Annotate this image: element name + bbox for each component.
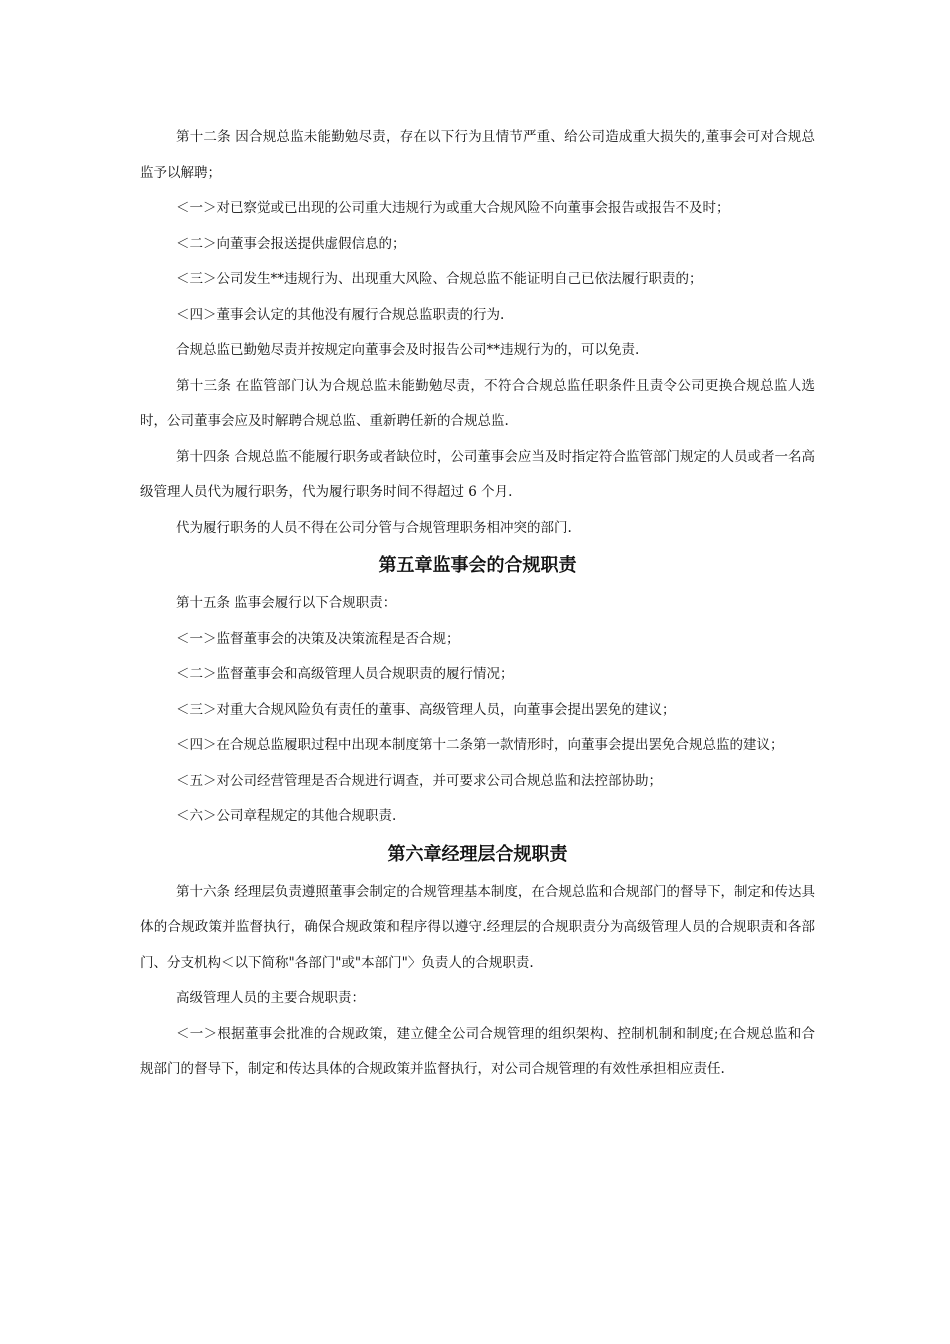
article-16-item-1: ＜一＞根据董事会批准的合规政策，建立健全公司合规管理的组织架构、控制机制和制度;在合规总监和合规部门的督导下，制定和传达具体的合规政策并监督执行，对公司合规管理的有效性承担相应责任. <box>140 1025 816 1077</box>
article-13: 第十三条 在监管部门认为合规总监未能勤勉尽责，不符合合规总监任职条件且责令公司更换合规总监人选时，公司董事会应及时解聘合规总监、重新聘任新的合规总监. <box>140 377 815 429</box>
article-12-item-4: ＜四＞董事会认定的其他没有履行合规总监职责的行为. <box>176 306 505 323</box>
article-15-item-3: ＜三＞对重大合规风险负有责任的董事、高级管理人员，向董事会提出罢免的建议； <box>176 701 676 718</box>
chapter-5-title: 第五章监事会的合规职责 <box>378 555 577 576</box>
article-12-exemption: 合规总监已勤勉尽责并按规定向董事会及时报告公司**违规行为的，可以免责. <box>176 342 640 358</box>
article-15-item-6: ＜六＞公司章程规定的其他合规职责. <box>176 808 397 824</box>
article-12-item-3: ＜三＞公司发生**违规行为、出现重大风险、合规总监不能证明自己已依法履行职责的； <box>176 271 703 287</box>
article-15: 第十五条 监事会履行以下合规职责： <box>176 595 397 611</box>
article-15-item-4: ＜四＞在合规总监履职过程中出现本制度第十二条第一款情形时，向董事会提出罢免合规总监的建议； <box>176 737 784 753</box>
article-14-note: 代为履行职务的人员不得在公司分管与合规管理职务相冲突的部门. <box>176 519 572 536</box>
article-15-item-2: ＜二＞监督董事会和高级管理人员合规职责的履行情况； <box>176 666 514 682</box>
article-15-item-1: ＜一＞监督董事会的决策及决策流程是否合规； <box>176 630 460 647</box>
article-12-item-1: ＜一＞对已察觉或已出现的公司重大违规行为或重大合规风险不向董事会报告或报告不及时； <box>176 200 730 216</box>
article-16-senior-duties: 高级管理人员的主要合规职责： <box>176 990 365 1006</box>
chapter-6-title: 第六章经理层合规职责 <box>387 843 568 865</box>
article-12-item-2: ＜二＞向董事会报送提供虚假信息的； <box>176 235 406 252</box>
article-14: 第十四条 合规总监不能履行职务或者缺位时，公司董事会应当及时指定符合监管部门规定的人员或者一名高级管理人员代为履行职务，代为履行职务时间不得超过 6 个月. <box>140 448 815 500</box>
article-12: 第十二条 因合规总监未能勤勉尽责，存在以下行为且情节严重、给公司造成重大损失的,董事会可对合规总监予以解聘； <box>140 129 815 181</box>
article-16: 第十六条 经理层负责遵照董事会制定的合规管理基本制度，在合规总监和合规部门的督导下，制定和传达具体的合规政策并监督执行，确保合规政策和程序得以遵守.经理层的合规职责分为高级管理人员的合规职责和各部门、分支机构＜以下简称"各部门"或"本部门"〉负责人的合规职责. <box>140 883 815 971</box>
article-15-item-5: ＜五＞对公司经营管理是否合规进行调查，并可要求公司合规总监和法控部协助； <box>176 772 662 789</box>
document-body <box>140 120 815 1088</box>
